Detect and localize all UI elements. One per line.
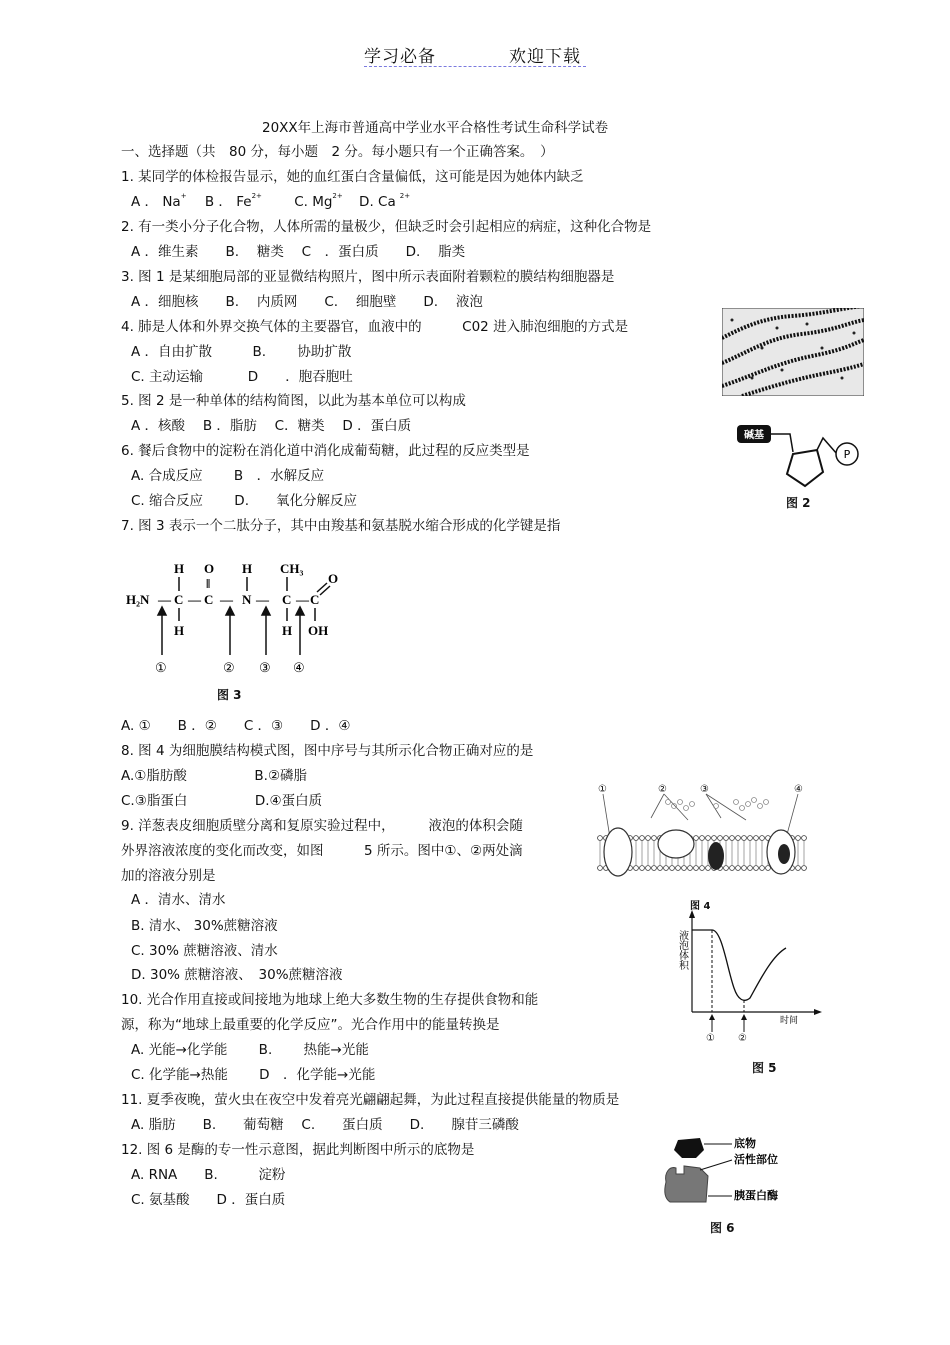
lipid-head	[706, 836, 711, 841]
x-axis-label: 时间	[780, 1016, 799, 1026]
lipid-head	[706, 866, 711, 871]
atom-c: C	[310, 592, 320, 607]
lipid-head	[760, 866, 765, 871]
atom-ch3: CH₃	[280, 561, 304, 576]
double-bond: ‖	[206, 576, 211, 591]
question-10-options-cd: C. 化学能→热能 D ．化学能→光能	[131, 1067, 376, 1083]
q1-option-d-charge: 2+	[399, 192, 411, 200]
question-9-option-c: C. 30% 蔗糖溶液、清水	[131, 943, 278, 959]
question-10-line-2: 源，称为“地球上最重要的化学反应”。光合作用中的能量转换是	[121, 1017, 500, 1033]
lipid-head	[640, 836, 645, 841]
header-right: 欢迎下载	[509, 47, 581, 67]
marker-1: ①	[155, 660, 167, 675]
protein-1	[604, 828, 632, 876]
lipid-head	[694, 866, 699, 871]
lipid-head	[742, 836, 747, 841]
lipid-head	[754, 866, 759, 871]
atom-h: H	[174, 561, 185, 576]
lipid-head	[766, 866, 771, 871]
q1-option-a-charge: +	[180, 192, 187, 200]
question-4-options-ab: A ．自由扩散 B. 协助扩散	[131, 344, 352, 360]
marker-3: ③	[259, 660, 271, 675]
question-12-options-cd: C. 氨基酸 D ．蛋白质	[131, 1192, 286, 1208]
pentose-ring	[787, 450, 823, 486]
question-4-options-cd: C. 主动运输 D ．胞吞胞吐	[131, 369, 353, 385]
question-1-options	[131, 193, 410, 213]
y-axis-label: 液泡体积	[676, 930, 688, 970]
figure-3-dipeptide	[120, 555, 360, 680]
q1-option-b-charge: 2+	[251, 192, 262, 200]
question-11-options: A. 脂肪 B. 葡萄糖 C. 蛋白质 D. 腺苷三磷酸	[131, 1117, 519, 1133]
lipid-head	[700, 836, 705, 841]
question-3: 3. 图 1 是某细胞局部的亚显微结构照片，图中所示表面附着颗粒的膜结构细胞器是	[121, 269, 615, 285]
label-trypsin: 胰蛋白酶	[734, 1189, 778, 1202]
exam-title: 20XX年上海市普通高中学业水平合格性考试生命科学试卷	[262, 120, 609, 136]
question-9-line-3: 加的溶液分别是	[121, 868, 216, 884]
base-label: 碱基	[744, 430, 764, 441]
lipid-head	[718, 836, 723, 841]
question-8-options-cd: C.③脂蛋白 D.④蛋白质	[121, 793, 323, 809]
lipid-head	[652, 866, 657, 871]
lipid-head	[670, 866, 675, 871]
volume-curve	[692, 930, 786, 1000]
question-7-options: A. ① B ．② C ．③ D ．④	[121, 718, 351, 734]
bond-dash: —	[256, 592, 269, 607]
substrate-shape	[674, 1138, 704, 1158]
question-2-options: A ．维生素 B. 糖类 C ．蛋白质 D. 脂类	[131, 244, 466, 260]
question-12: 12. 图 6 是酶的专一性示意图，据此判断图中所示的底物是	[121, 1142, 475, 1158]
atom-o: O	[204, 561, 215, 576]
lipid-head	[748, 866, 753, 871]
lipid-head	[634, 866, 639, 871]
question-6: 6. 餐后食物中的淀粉在消化道中消化成葡萄糖，此过程的反应类型是	[121, 443, 530, 459]
marker-1: ①	[598, 784, 607, 795]
marker-4: ④	[293, 660, 305, 675]
lipid-head	[736, 836, 741, 841]
lipid-head	[664, 866, 669, 871]
fig5-marker-2: ②	[738, 1033, 747, 1044]
lipid-head	[712, 836, 717, 841]
figure-1-micrograph	[722, 308, 864, 396]
atom-h: H	[282, 623, 293, 638]
question-7: 7. 图 3 表示一个二肽分子，其中由羧基和氨基脱水缩合形成的化学键是指	[121, 518, 561, 534]
q1-option-d: D. Ca	[359, 194, 396, 210]
section-heading: 一、选择题（共 80 分，每小题 2 分。每小题只有一个正确答案。 ）	[121, 144, 554, 160]
lipid-head	[736, 866, 741, 871]
question-11: 11. 夏季夜晚，萤火虫在夜空中发着亮光翩翩起舞，为此过程直接提供能量的物质是	[121, 1092, 620, 1108]
question-10-line-1: 10. 光合作用直接或间接地为地球上绝大多数生物的生存提供食物和能	[121, 992, 539, 1008]
protein-2	[658, 830, 694, 858]
question-9-line-2: 外界溶液浓度的变化而改变，如图 5 所示。图中①、②两处滴	[121, 843, 523, 859]
header-left: 学习必备	[364, 47, 436, 67]
atom-oh: OH	[308, 623, 329, 638]
lipid-head	[730, 866, 735, 871]
question-1: 1. 某同学的体检报告显示，她的血红蛋白含量偏低，这可能是因为她体内缺乏	[121, 169, 584, 185]
label-substrate: 底物	[734, 1137, 756, 1150]
q1-option-b: B ． Fe	[204, 194, 252, 210]
lipid-head	[760, 836, 765, 841]
lipid-head	[598, 866, 603, 871]
q1-option-c: C. Mg	[294, 194, 333, 210]
lipid-head	[652, 836, 657, 841]
bond-dash: —	[188, 592, 201, 607]
figure-5-caption: 图 5	[752, 1061, 777, 1075]
q1-option-a: A ． Na	[131, 194, 181, 210]
question-9-option-d: D. 30% 蔗糖溶液、 30%蔗糖溶液	[131, 967, 343, 983]
question-5: 5. 图 2 是一种单体的结构简图，以此为基本单位可以构成	[121, 393, 466, 409]
atom-h: H	[174, 623, 185, 638]
figure-6-caption: 图 6	[710, 1221, 735, 1235]
question-9-option-a: A ．清水、清水	[131, 892, 226, 908]
question-9-option-b: B. 清水、 30%蔗糖溶液	[131, 918, 278, 934]
lipid-head	[676, 866, 681, 871]
marker-2: ②	[223, 660, 235, 675]
question-12-options-ab: A. RNA B. 淀粉	[131, 1167, 286, 1183]
phosphate-label: P	[843, 448, 851, 461]
atom-c: C	[282, 592, 292, 607]
question-8: 8. 图 4 为细胞膜结构模式图，图中序号与其所示化合物正确对应的是	[121, 743, 534, 759]
lipid-head	[634, 836, 639, 841]
lipid-head	[640, 866, 645, 871]
enzyme-shape	[665, 1166, 708, 1202]
lipid-head	[742, 866, 747, 871]
lipid-head	[688, 866, 693, 871]
lipid-head	[724, 836, 729, 841]
lipid-head	[646, 866, 651, 871]
question-8-options-ab: A.①脂肪酸 B.②磷脂	[121, 768, 308, 784]
question-9-line-1: 9. 洋葱表皮细胞质壁分离和复原实验过程中， 液泡的体积会随	[121, 818, 523, 834]
lipid-head	[796, 866, 801, 871]
lipid-head	[730, 836, 735, 841]
lipid-head	[682, 866, 687, 871]
atom-c: C	[204, 592, 214, 607]
label-active-site: 活性部位	[734, 1153, 778, 1166]
lipid-head	[694, 836, 699, 841]
lipid-head	[658, 866, 663, 871]
fig5-marker-1: ①	[706, 1033, 715, 1044]
lipid-head	[802, 836, 807, 841]
bond-dash: —	[220, 592, 233, 607]
figure-4-membrane	[596, 780, 811, 880]
question-10-options-ab: A. 光能→化学能 B. 热能→光能	[131, 1042, 369, 1058]
atom-h: H	[242, 561, 253, 576]
question-6-options-ab: A. 合成反应 B ．水解反应	[131, 468, 325, 484]
figure-2-caption: 图 2	[786, 496, 811, 510]
figure-3-caption: 图 3	[217, 688, 242, 702]
lipid-head	[748, 836, 753, 841]
question-2: 2. 有一类小分子化合物，人体所需的量极少，但缺乏时会引起相应的病症，这种化合物是	[121, 219, 652, 235]
lipid-head	[646, 836, 651, 841]
lipid-head	[802, 866, 807, 871]
atom-n: N	[242, 592, 252, 607]
figure-4-caption: 图 4	[690, 901, 711, 912]
page-header	[364, 42, 586, 67]
question-6-options-cd: C. 缩合反应 D. 氧化分解反应	[131, 493, 357, 509]
marker-2: ②	[658, 784, 667, 795]
question-4: 4. 肺是人体和外界交换气体的主要器官，血液中的 C02 进入肺泡细胞的方式是	[121, 319, 629, 335]
atom-h2n: H₂N	[126, 592, 150, 607]
bond-dash: —	[296, 592, 309, 607]
marker-4: ④	[794, 784, 803, 795]
bond-dash: —	[158, 592, 171, 607]
question-3-options: A ．细胞核 B. 内质网 C. 细胞壁 D. 液泡	[131, 294, 483, 310]
figure-2-nucleotide	[735, 420, 865, 495]
atom-c: C	[174, 592, 184, 607]
marker-3: ③	[700, 784, 709, 795]
lipid-head	[598, 836, 603, 841]
lipid-head	[724, 866, 729, 871]
q1-option-c-charge: 2+	[332, 192, 343, 200]
lipid-head	[700, 866, 705, 871]
atom-o: O	[328, 571, 339, 586]
protein-3	[708, 842, 724, 870]
lipid-head	[796, 836, 801, 841]
figure-5-graph	[672, 908, 822, 1038]
question-5-options: A ．核酸 B ．脂肪 C．糖类 D ．蛋白质	[131, 418, 412, 434]
figure-6-enzyme	[660, 1132, 795, 1212]
lipid-head	[754, 836, 759, 841]
